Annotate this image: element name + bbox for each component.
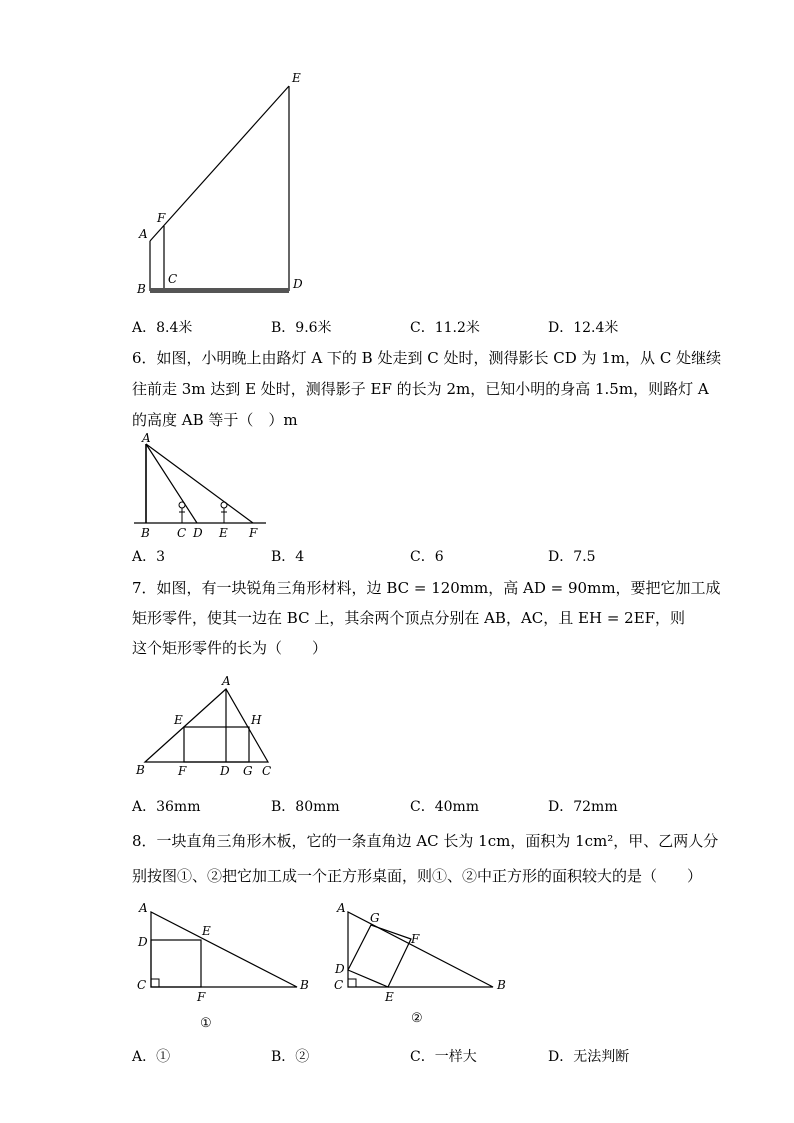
q5-option-b[interactable]: B．9.6米	[271, 320, 332, 336]
q5-label-B: B	[137, 282, 146, 296]
q7-label-G: G	[243, 764, 253, 778]
q8-fig2-label-B: B	[497, 978, 506, 992]
q8-fig1-caption: ①	[200, 1016, 212, 1031]
q8-text-line1: 8．一块直角三角形木板，它的一条直角边 AC 长为 1cm，面积为 1cm²，甲、乙两人分	[132, 832, 719, 850]
q7-option-c[interactable]: C．40mm	[410, 799, 480, 815]
q6-option-a[interactable]: A．3	[132, 549, 166, 565]
q7-label-E: E	[174, 713, 183, 727]
q8-fig1-label-C: C	[137, 978, 147, 992]
q7-option-d[interactable]: D．72mm	[548, 799, 618, 815]
q6-text-line1: 6．如图，小明晚上由路灯 A 下的 B 处走到 C 处时，测得影长 CD 为 1m，从 C 处继续	[132, 349, 722, 367]
q7-label-B: B	[136, 763, 145, 777]
q7-label-D: D	[220, 764, 230, 778]
q6-text-line3: 的高度 AB 等于（ ）m	[132, 411, 298, 429]
q6-label-E: E	[219, 526, 228, 540]
q8-option-d[interactable]: D．无法判断	[548, 1049, 630, 1065]
q7-label-H: H	[251, 713, 262, 727]
q6-label-C: C	[177, 526, 187, 540]
q8-fig2-right-angle	[348, 979, 356, 987]
q5-option-c[interactable]: C．11.2米	[410, 320, 480, 336]
q6-label-A: A	[142, 431, 151, 445]
q8-option-c[interactable]: C．一样大	[410, 1049, 477, 1065]
q5-label-D: D	[293, 277, 303, 291]
q5-label-A: A	[139, 227, 148, 241]
q5-option-a[interactable]: A．8.4米	[132, 320, 193, 336]
q8-fig2-label-G: G	[370, 911, 380, 925]
q7-label-C: C	[262, 764, 272, 778]
q7-option-a[interactable]: A．36mm	[132, 799, 201, 815]
q8-fig2-label-A: A	[337, 901, 346, 915]
q8-fig1-label-F: F	[197, 990, 206, 1004]
q6-option-c[interactable]: C．6	[410, 549, 444, 565]
q8-fig1-label-E: E	[202, 924, 211, 938]
q8-fig2-square	[348, 925, 411, 987]
q5-option-d[interactable]: D．12.4米	[548, 320, 619, 336]
q8-fig2-label-D: D	[335, 962, 345, 976]
q7-option-b[interactable]: B．80mm	[271, 799, 340, 815]
q7-text-line1: 7．如图，有一块锐角三角形材料，边 BC = 120mm，高 AD = 90mm，要把它加工成	[132, 579, 721, 597]
q7-label-A: A	[222, 674, 231, 688]
q8-fig1-label-D: D	[138, 935, 148, 949]
q8-fig1-label-B: B	[300, 978, 309, 992]
q6-option-d[interactable]: D．7.5	[548, 549, 596, 565]
q8-fig2-caption: ②	[411, 1011, 423, 1026]
q8-option-a[interactable]: A．①	[132, 1049, 171, 1065]
q6-option-b[interactable]: B．4	[271, 549, 305, 565]
q7-text-line3: 这个矩形零件的长为（ ）	[132, 639, 328, 657]
q8-option-b[interactable]: B．②	[271, 1049, 310, 1065]
q8-fig2-label-C: C	[334, 978, 344, 992]
q6-label-D: D	[193, 526, 203, 540]
q8-fig2-label-E: E	[385, 990, 394, 1004]
q8-fig1-label-A: A	[139, 901, 148, 915]
q5-label-F: F	[157, 211, 166, 225]
q6-label-F: F	[249, 526, 258, 540]
q6-text-line2: 往前走 3m 达到 E 处时，测得影子 EF 的长为 2m，已知小明的身高 1.5m，则路灯 A	[132, 380, 709, 398]
q5-label-E: E	[292, 71, 301, 85]
q5-label-C: C	[168, 272, 178, 286]
q7-label-F: F	[178, 764, 187, 778]
q8-text-line2: 别按图①、②把它加工成一个正方形桌面，则①、②中正方形的面积较大的是（ ）	[132, 867, 703, 885]
q6-label-B: B	[141, 526, 150, 540]
q7-text-line2: 矩形零件，使其一边在 BC 上，其余两个顶点分别在 AB，AC，且 EH = 2EF，则	[132, 609, 686, 627]
q8-fig2-label-F: F	[411, 932, 420, 946]
